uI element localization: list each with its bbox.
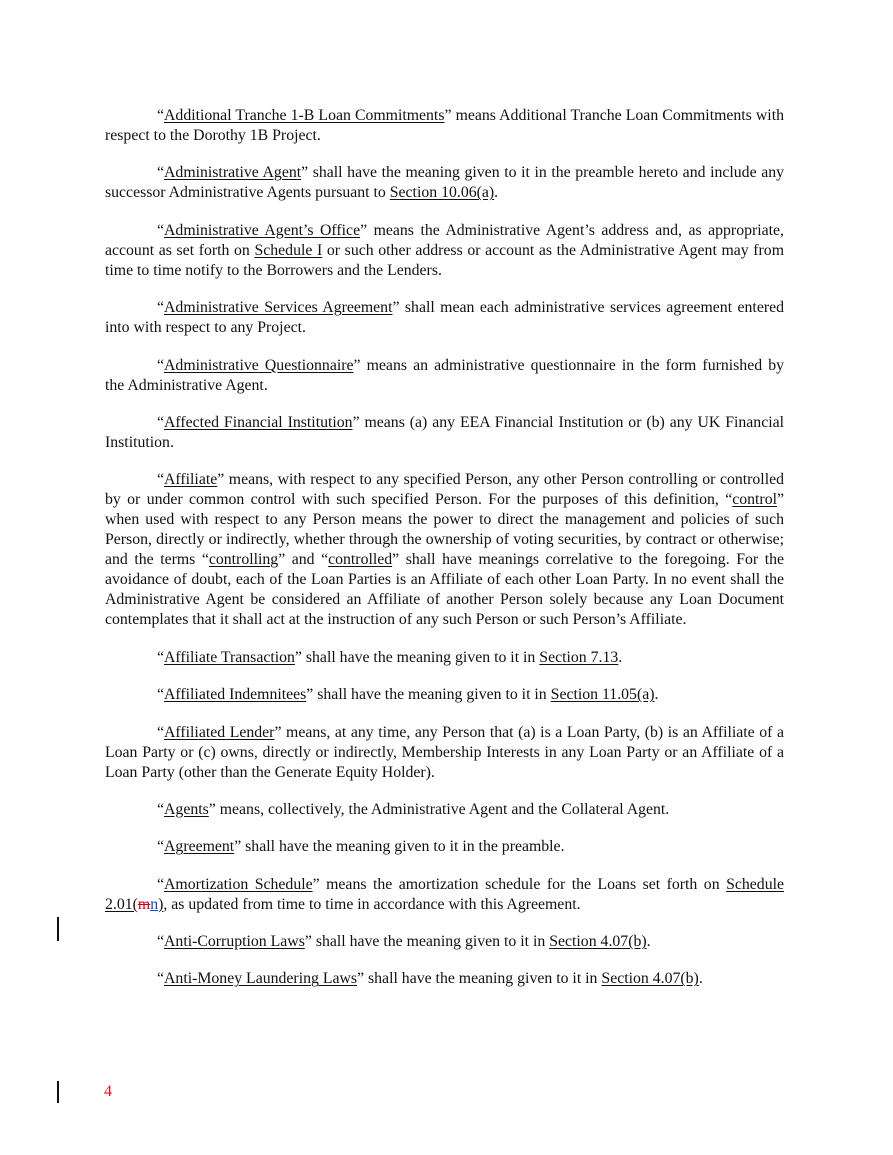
open-quote: “ bbox=[157, 164, 165, 182]
definition-text: ” shall mean each administrative services agreement entered into with respect to any Project. bbox=[105, 299, 784, 337]
definition-paragraph bbox=[105, 106, 784, 146]
definition-text: . bbox=[494, 184, 499, 202]
definition-paragraph bbox=[105, 932, 784, 952]
defined-term: Administrative Agent’s Office bbox=[164, 221, 361, 239]
defined-term: Affiliate bbox=[164, 471, 218, 489]
defined-term: Administrative Agent bbox=[164, 164, 302, 182]
tracked-insertion: n bbox=[150, 895, 159, 913]
definition-paragraph bbox=[105, 298, 784, 338]
definition-paragraph bbox=[105, 356, 784, 396]
defined-term: Additional Tranche 1-B Loan Commitments bbox=[164, 107, 445, 124]
defined-term-inline: controlling bbox=[208, 551, 279, 569]
definition-text: ” shall have the meaning given to it in the preamble. bbox=[234, 838, 565, 856]
cross-reference-end: ) bbox=[158, 895, 164, 913]
definition-text: ” means (a) any EEA Financial Institution or (b) any UK Financial Institution. bbox=[105, 413, 784, 451]
page-number: 4 bbox=[104, 1083, 112, 1100]
definition-paragraph bbox=[105, 163, 784, 203]
definition-paragraph bbox=[105, 800, 784, 820]
definition-text: ” means Additional Tranche Loan Commitments with respect to the Dorothy 1B Project. bbox=[105, 107, 784, 144]
definition-paragraph-tracked bbox=[105, 875, 784, 915]
cross-reference[interactable]: Section 11.05(a) bbox=[550, 686, 655, 704]
open-quote: “ bbox=[157, 933, 165, 951]
open-quote: “ bbox=[157, 648, 165, 666]
open-quote: “ bbox=[157, 413, 165, 431]
definition-text: ” shall have the meaning given to it in the preamble hereto and include any successor Administrative Agents pursuant to bbox=[105, 164, 784, 202]
cross-reference[interactable]: Section 10.06(a) bbox=[389, 184, 495, 202]
definition-text: ” means an administrative questionnaire in the form furnished by the Administrative Agent. bbox=[105, 356, 785, 394]
definition-text: . bbox=[654, 686, 659, 704]
definition-text: ” shall have the meaning given to it in bbox=[304, 933, 550, 951]
defined-term-inline: control bbox=[732, 491, 777, 509]
definition-text: ” means the Administrative Agent’s address and, as appropriate, account as set forth on bbox=[105, 221, 784, 259]
open-quote: “ bbox=[157, 800, 165, 818]
cross-reference[interactable]: Schedule I bbox=[254, 241, 323, 259]
definition-paragraph bbox=[105, 837, 784, 857]
defined-term: Amortization Schedule bbox=[164, 875, 313, 893]
open-quote: “ bbox=[157, 838, 165, 856]
definition-text: ” means, with respect to any specified Person, any other Person controlling or controlled by or under common control with such specified Person. For the purposes of this definition, “ bbox=[105, 471, 784, 509]
defined-term: Administrative Questionnaire bbox=[164, 356, 354, 374]
definition-text: ” shall have the meaning given to it in bbox=[294, 648, 540, 666]
open-quote: “ bbox=[157, 970, 165, 988]
definition-text: ” shall have meanings correlative to the foregoing. For the avoidance of doubt, each of the Loan Parties is an Affiliate of each other Loan Party. In no event shall the Administrative Agent be considered an Affiliate of another Person solely because any Loan Document contemplates that it shall act at the instruction of any such Person or such Person’s Affiliate. bbox=[105, 551, 784, 629]
cross-reference[interactable]: Section 7.13 bbox=[539, 648, 619, 666]
defined-term: Agreement bbox=[164, 838, 235, 856]
definition-text: . bbox=[698, 970, 703, 988]
open-quote: “ bbox=[157, 723, 165, 741]
defined-term: Affiliated Indemnitees bbox=[164, 686, 307, 704]
defined-term: Affiliate Transaction bbox=[164, 648, 295, 666]
definition-paragraph bbox=[105, 470, 784, 630]
definition-text: . bbox=[646, 933, 651, 951]
definition-text: ” means, collectively, the Administrative Agent and the Collateral Agent. bbox=[208, 800, 670, 818]
definition-text: ” means, at any time, any Person that (a) is a Loan Party, (b) is an Affiliate of a Loan Party or (c) owns, directly or indirectly, Membership Interests in any Loan Party or an Affiliate of a Loan Party (other than the Generate Equity Holder). bbox=[105, 723, 784, 781]
definition-text: . bbox=[618, 648, 623, 666]
defined-term-inline: controlled bbox=[328, 551, 393, 569]
open-quote: “ bbox=[157, 107, 165, 124]
definition-text: ” shall have the meaning given to it in bbox=[357, 970, 602, 988]
open-quote: “ bbox=[157, 686, 165, 704]
open-quote: “ bbox=[157, 299, 165, 317]
definition-text: ” shall have the meaning given to it in bbox=[306, 686, 551, 704]
cross-reference[interactable]: Schedule 2.01( bbox=[105, 875, 784, 913]
defined-term: Anti-Money Laundering Laws bbox=[164, 970, 358, 988]
definition-text: , as updated from time to time in accordance with this Agreement. bbox=[163, 895, 581, 913]
definition-text: ” means the amortization schedule for the Loans set forth on bbox=[312, 875, 727, 893]
change-bar bbox=[57, 1081, 59, 1103]
definition-paragraph bbox=[105, 685, 784, 705]
open-quote: “ bbox=[157, 471, 165, 489]
open-quote: “ bbox=[157, 875, 165, 893]
definition-text: ” when used with respect to any Person means the power to direct the management and policies of such Person, directly or indirectly, whether through the ownership of voting securities, by contract or otherwise; and the terms “ bbox=[105, 491, 784, 569]
defined-term: Administrative Services Agreement bbox=[164, 299, 393, 317]
definition-paragraph bbox=[105, 413, 784, 453]
defined-term: Agents bbox=[164, 800, 209, 818]
cross-reference[interactable]: Section 4.07(b) bbox=[549, 933, 647, 951]
open-quote: “ bbox=[157, 356, 165, 374]
change-bar bbox=[57, 917, 59, 941]
tracked-deletion: m bbox=[137, 895, 151, 913]
defined-term: Anti-Corruption Laws bbox=[164, 933, 305, 951]
defined-term: Affiliated Lender bbox=[164, 723, 275, 741]
definition-text: or such other address or account as the Administrative Agent may from time to time notify to the Borrowers and the Lenders. bbox=[105, 241, 784, 279]
open-quote: “ bbox=[157, 221, 165, 239]
definition-paragraph bbox=[105, 969, 784, 989]
cross-reference[interactable]: Section 4.07(b) bbox=[601, 970, 699, 988]
definition-text: ” and “ bbox=[278, 551, 329, 569]
definition-paragraph bbox=[105, 221, 784, 281]
definition-paragraph bbox=[105, 648, 784, 668]
definitions-section bbox=[105, 106, 784, 1007]
defined-term: Affected Financial Institution bbox=[164, 413, 353, 431]
definition-paragraph bbox=[105, 723, 784, 783]
